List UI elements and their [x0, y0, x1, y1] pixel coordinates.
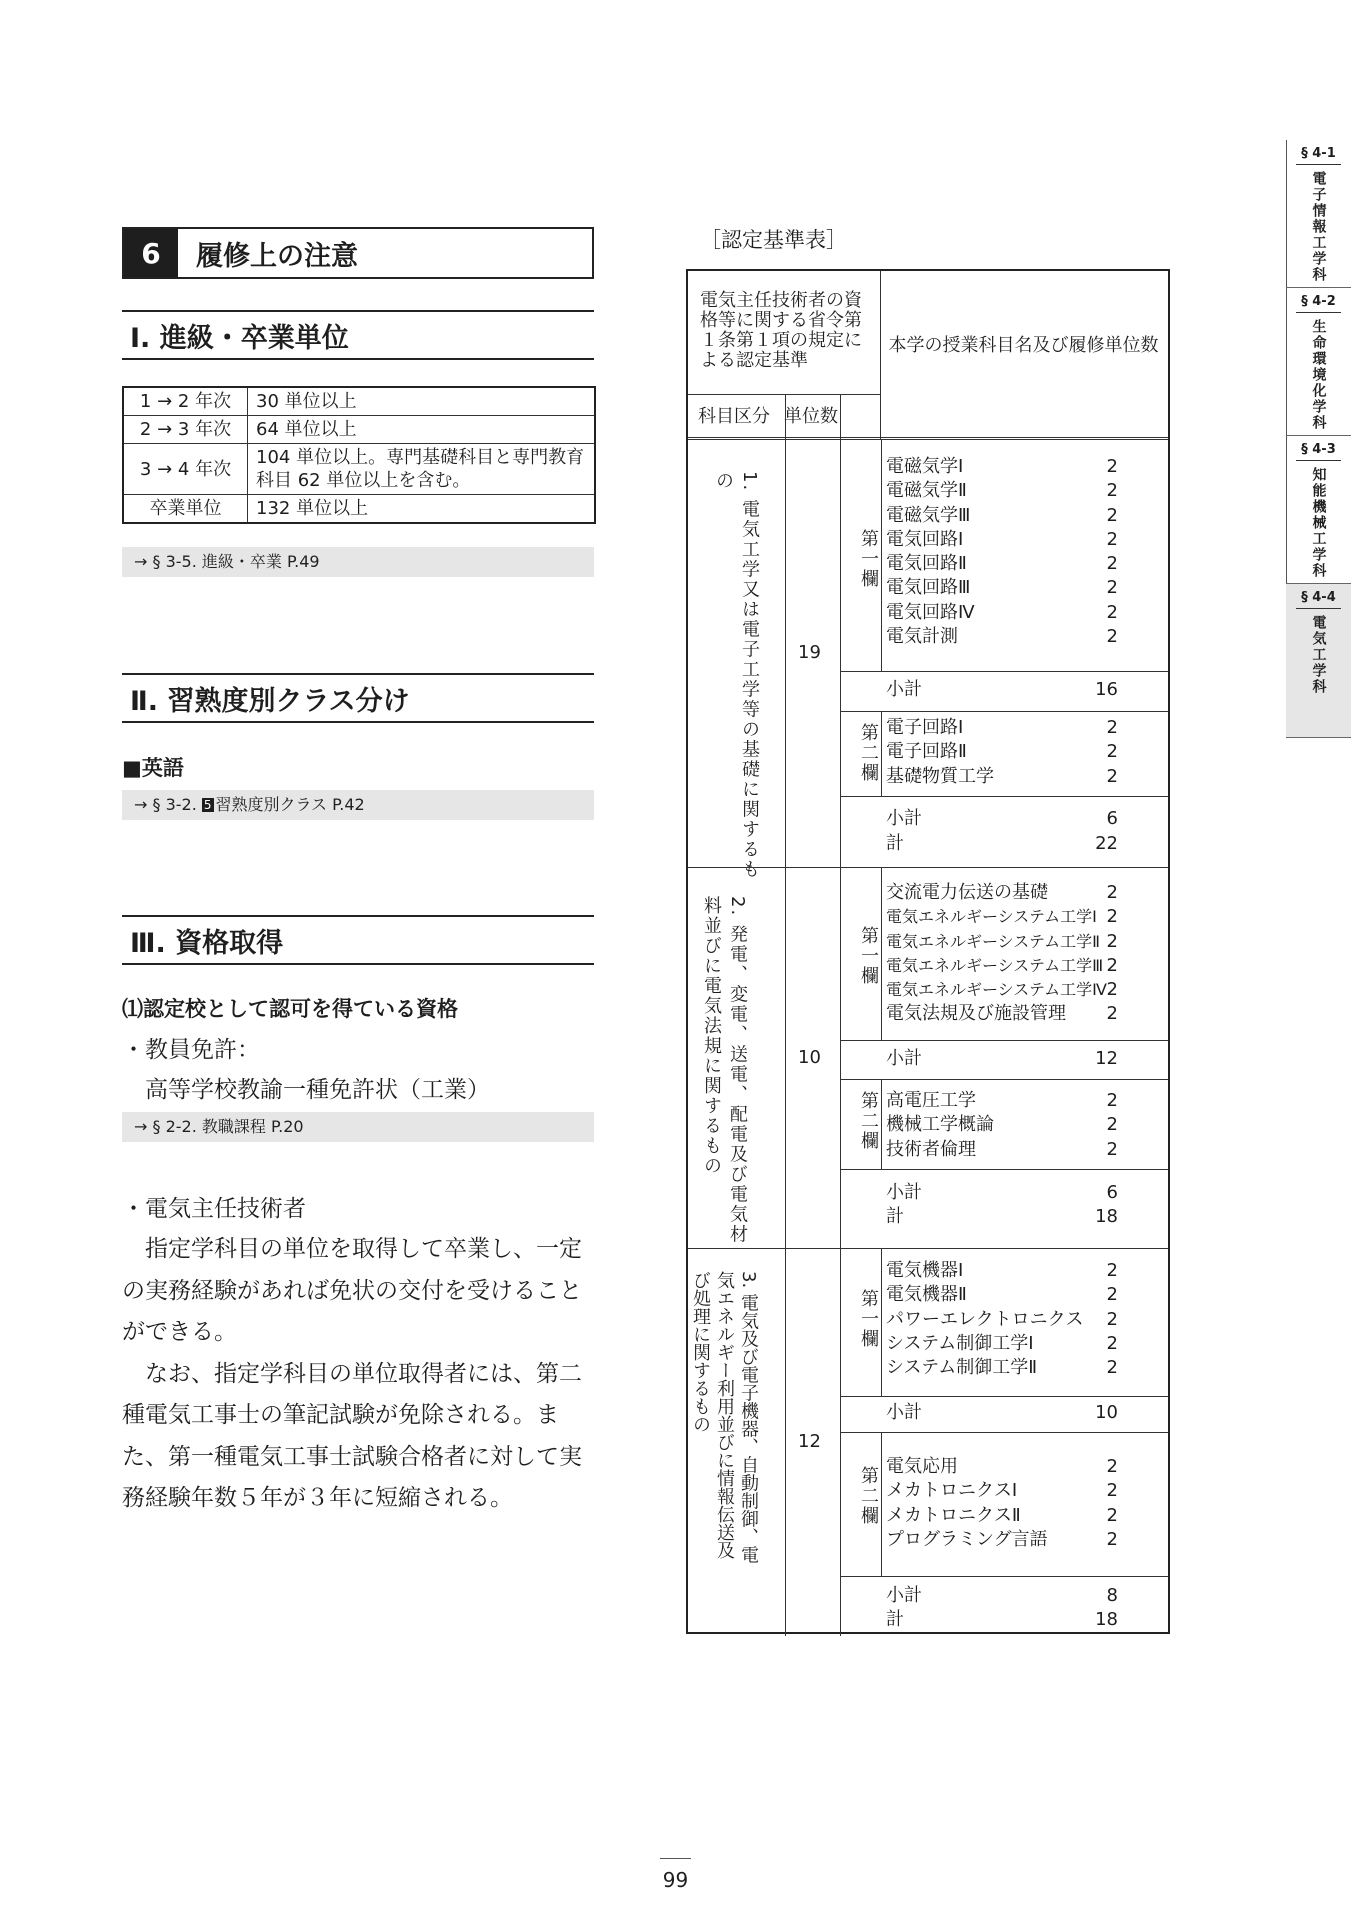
tab-4-3[interactable]: § 4-3 知能機械工学科	[1286, 436, 1351, 584]
subtotal-row: 小計 16	[886, 679, 1118, 700]
table-row	[123, 416, 595, 444]
section-title: 履修上の注意	[196, 240, 358, 272]
list-item: 電気エネルギーシステム工学Ⅱ 2	[886, 930, 1118, 952]
list-item: 電子回路Ⅱ 2	[886, 741, 1118, 763]
category-1: 1. 電気工学又は電子工学等の基礎に関するもの	[713, 471, 760, 880]
list-item: システム制御工学Ⅱ 2	[886, 1357, 1118, 1379]
grade-value: 132 単位以上	[248, 495, 596, 524]
grade-key: 卒業単位	[123, 495, 248, 524]
subtotal-row: 小計 12	[886, 1048, 1118, 1069]
col2-label: 第二欄	[858, 1091, 879, 1151]
subtotal-row: 小計 6	[886, 1182, 1118, 1203]
divider	[881, 1079, 882, 1169]
heading-class-division: Ⅱ. 習熟度別クラス分け	[122, 673, 594, 723]
tab-4-1[interactable]: § 4-1 電子情報工学科	[1286, 140, 1351, 288]
list-item: 電気応用 2	[886, 1456, 1118, 1477]
col-category: 科目区分	[698, 406, 770, 427]
grade-key: 3 → 4 年次	[123, 444, 248, 495]
list-item: 電磁気学Ⅰ 2	[886, 456, 1118, 477]
header-divider	[688, 437, 1168, 440]
reference-promotion[interactable]: → § 3-5. 進級・卒業 P.49	[122, 547, 594, 577]
page-number-rule	[660, 1858, 691, 1859]
english-heading: ■英語	[122, 756, 184, 780]
divider	[881, 440, 882, 671]
list-item: 電気機器Ⅰ 2	[886, 1260, 1118, 1281]
list-item: 電磁気学Ⅱ 2	[886, 480, 1118, 502]
list-item: メカトロニクスⅡ 2	[886, 1504, 1118, 1526]
heading-qualifications: Ⅲ. 資格取得	[122, 915, 594, 965]
subtotal-row: 小計 6	[886, 808, 1118, 829]
col2-label: 第二欄	[858, 1466, 879, 1526]
divider	[881, 868, 882, 1040]
teacher-license-line: ・教員免許：	[122, 1037, 260, 1063]
course-list	[886, 1455, 1118, 1552]
total-row: 計 18	[886, 1206, 1118, 1227]
grade-key: 1 → 2 年次	[123, 387, 248, 416]
divider	[840, 1169, 1168, 1170]
group-divider	[688, 867, 1168, 868]
divider	[881, 711, 882, 796]
qualification-paragraph	[122, 1229, 602, 1520]
list-item: システム制御工学Ⅰ 2	[886, 1332, 1118, 1354]
divider	[880, 271, 881, 439]
col1-label: 第一欄	[858, 529, 879, 589]
divider	[840, 1396, 1168, 1397]
list-item: 機械工学概論 2	[886, 1114, 1118, 1136]
list-item: 交流電力伝送の基礎 2	[886, 882, 1118, 903]
list-item: 電気法規及び施設管理 2	[886, 1003, 1118, 1025]
list-item: プログラミング言語 2	[886, 1528, 1118, 1550]
units-1: 19	[798, 642, 821, 663]
list-item: パワーエレクトロニクス 2	[886, 1308, 1118, 1330]
list-item: 電磁気学Ⅲ 2	[886, 504, 1118, 526]
tab-4-2[interactable]: § 4-2 生命環境化学科	[1286, 288, 1351, 436]
list-item: メカトロニクスⅠ 2	[886, 1480, 1118, 1502]
table-row	[123, 495, 595, 524]
list-item: 技術者倫理 2	[886, 1138, 1118, 1160]
total-row: 計 18	[886, 1609, 1118, 1630]
divider	[840, 394, 841, 439]
list-item: 基礎物質工学 2	[886, 765, 1118, 787]
col2-label: 第二欄	[858, 723, 879, 783]
section-number: 6	[124, 229, 178, 277]
subtotal-row: 小計 10	[886, 1402, 1118, 1423]
course-list	[886, 1089, 1118, 1162]
divider	[840, 671, 1168, 672]
list-item: 電気エネルギーシステム工学Ⅰ 2	[886, 906, 1118, 928]
heading-promotion: Ⅰ. 進級・卒業単位	[122, 310, 594, 360]
list-item: 電気回路Ⅱ 2	[886, 553, 1118, 575]
paragraph-2: なお、指定学科目の単位取得者には、第二種電気工事士の筆記試験が免除される。また、第一種電気工事士試験合格者に対して実務経験年数５年が３年に短縮される。	[122, 1360, 582, 1511]
header-criteria: 電気主任技術者の資格等に関する省令第１条第１項の規定による認定基準	[700, 290, 862, 371]
grade-table	[122, 386, 596, 524]
table-row	[123, 387, 595, 416]
qualification-heading: ⑴認定校として認可を得ている資格	[122, 997, 458, 1021]
teacher-license-name: 高等学校教諭一種免許状（工業）	[145, 1077, 490, 1103]
subtotal-row: 小計 8	[886, 1585, 1118, 1606]
divider	[785, 440, 786, 1636]
divider	[840, 1432, 1168, 1433]
divider	[785, 394, 786, 439]
table-label: ［認定基準表］	[700, 228, 847, 252]
divider	[840, 1040, 1168, 1041]
header-courses: 本学の授業科目名及び履修単位数	[888, 335, 1159, 356]
course-list	[886, 716, 1118, 789]
list-item: 電気回路Ⅳ 2	[886, 601, 1118, 623]
list-item: 電子回路Ⅰ 2	[886, 717, 1118, 738]
list-item: 電気回路Ⅲ 2	[886, 577, 1118, 599]
divider	[840, 1079, 1168, 1080]
category-3: 3. 電気及び電子機器、自動制御、電気エネルギー利用並びに情報伝送及び処理に関するもの	[690, 1271, 759, 1564]
list-item: 電気回路Ⅰ 2	[886, 528, 1118, 550]
page-number: 99	[662, 1868, 689, 1892]
paragraph-1: 指定学科目の単位を取得して卒業し、一定の実務経験があれば免状の交付を受けることができる。	[122, 1236, 582, 1345]
col1-label: 第一欄	[858, 1289, 879, 1349]
divider	[881, 1249, 882, 1396]
divider	[840, 1576, 1168, 1577]
table-row	[123, 444, 595, 495]
col-units: 単位数	[784, 406, 838, 427]
ref-prefix: → § 3-2.	[134, 795, 197, 814]
list-item: 電気エネルギーシステム工学Ⅳ 2	[886, 979, 1118, 1001]
reference-english[interactable]	[122, 790, 594, 820]
grade-key: 2 → 3 年次	[123, 416, 248, 444]
divider	[840, 796, 1168, 797]
units-2: 10	[798, 1047, 821, 1068]
list-item: 電気エネルギーシステム工学Ⅲ 2	[886, 954, 1118, 976]
side-tabs	[1286, 140, 1351, 740]
course-list	[886, 455, 1118, 649]
list-item: 電気計測 2	[886, 626, 1118, 648]
list-item: 高電圧工学 2	[886, 1090, 1118, 1111]
group-divider	[688, 1248, 1168, 1249]
electrical-engineer-line: ・電気主任技術者	[122, 1196, 306, 1222]
col1-label: 第一欄	[858, 926, 879, 986]
section-title-box	[122, 227, 594, 279]
divider	[840, 440, 841, 1636]
divider	[840, 711, 1168, 712]
grade-value: 104 単位以上。専門基礎科目と専門教育科目 62 単位以上を含む。	[248, 444, 596, 495]
certification-table	[686, 269, 1170, 1634]
units-3: 12	[798, 1431, 821, 1452]
grade-value: 30 単位以上	[248, 387, 596, 416]
ref-tag: 5	[203, 798, 212, 812]
total-row: 計 22	[886, 833, 1118, 854]
course-list	[886, 1259, 1118, 1380]
category-2: 2. 発電、変電、送電、配電及び電気材料並びに電気法規に関するもの	[701, 896, 748, 1245]
grade-value: 64 単位以上	[248, 416, 596, 444]
reference-teacher[interactable]: → § 2-2. 教職課程 P.20	[122, 1112, 594, 1142]
course-list	[886, 881, 1118, 1027]
ref-suffix: 習熟度別クラス P.42	[215, 795, 365, 814]
tab-4-4[interactable]: § 4-4 電気工学科	[1286, 584, 1351, 738]
divider	[881, 1432, 882, 1576]
list-item: 電気機器Ⅱ 2	[886, 1284, 1118, 1306]
